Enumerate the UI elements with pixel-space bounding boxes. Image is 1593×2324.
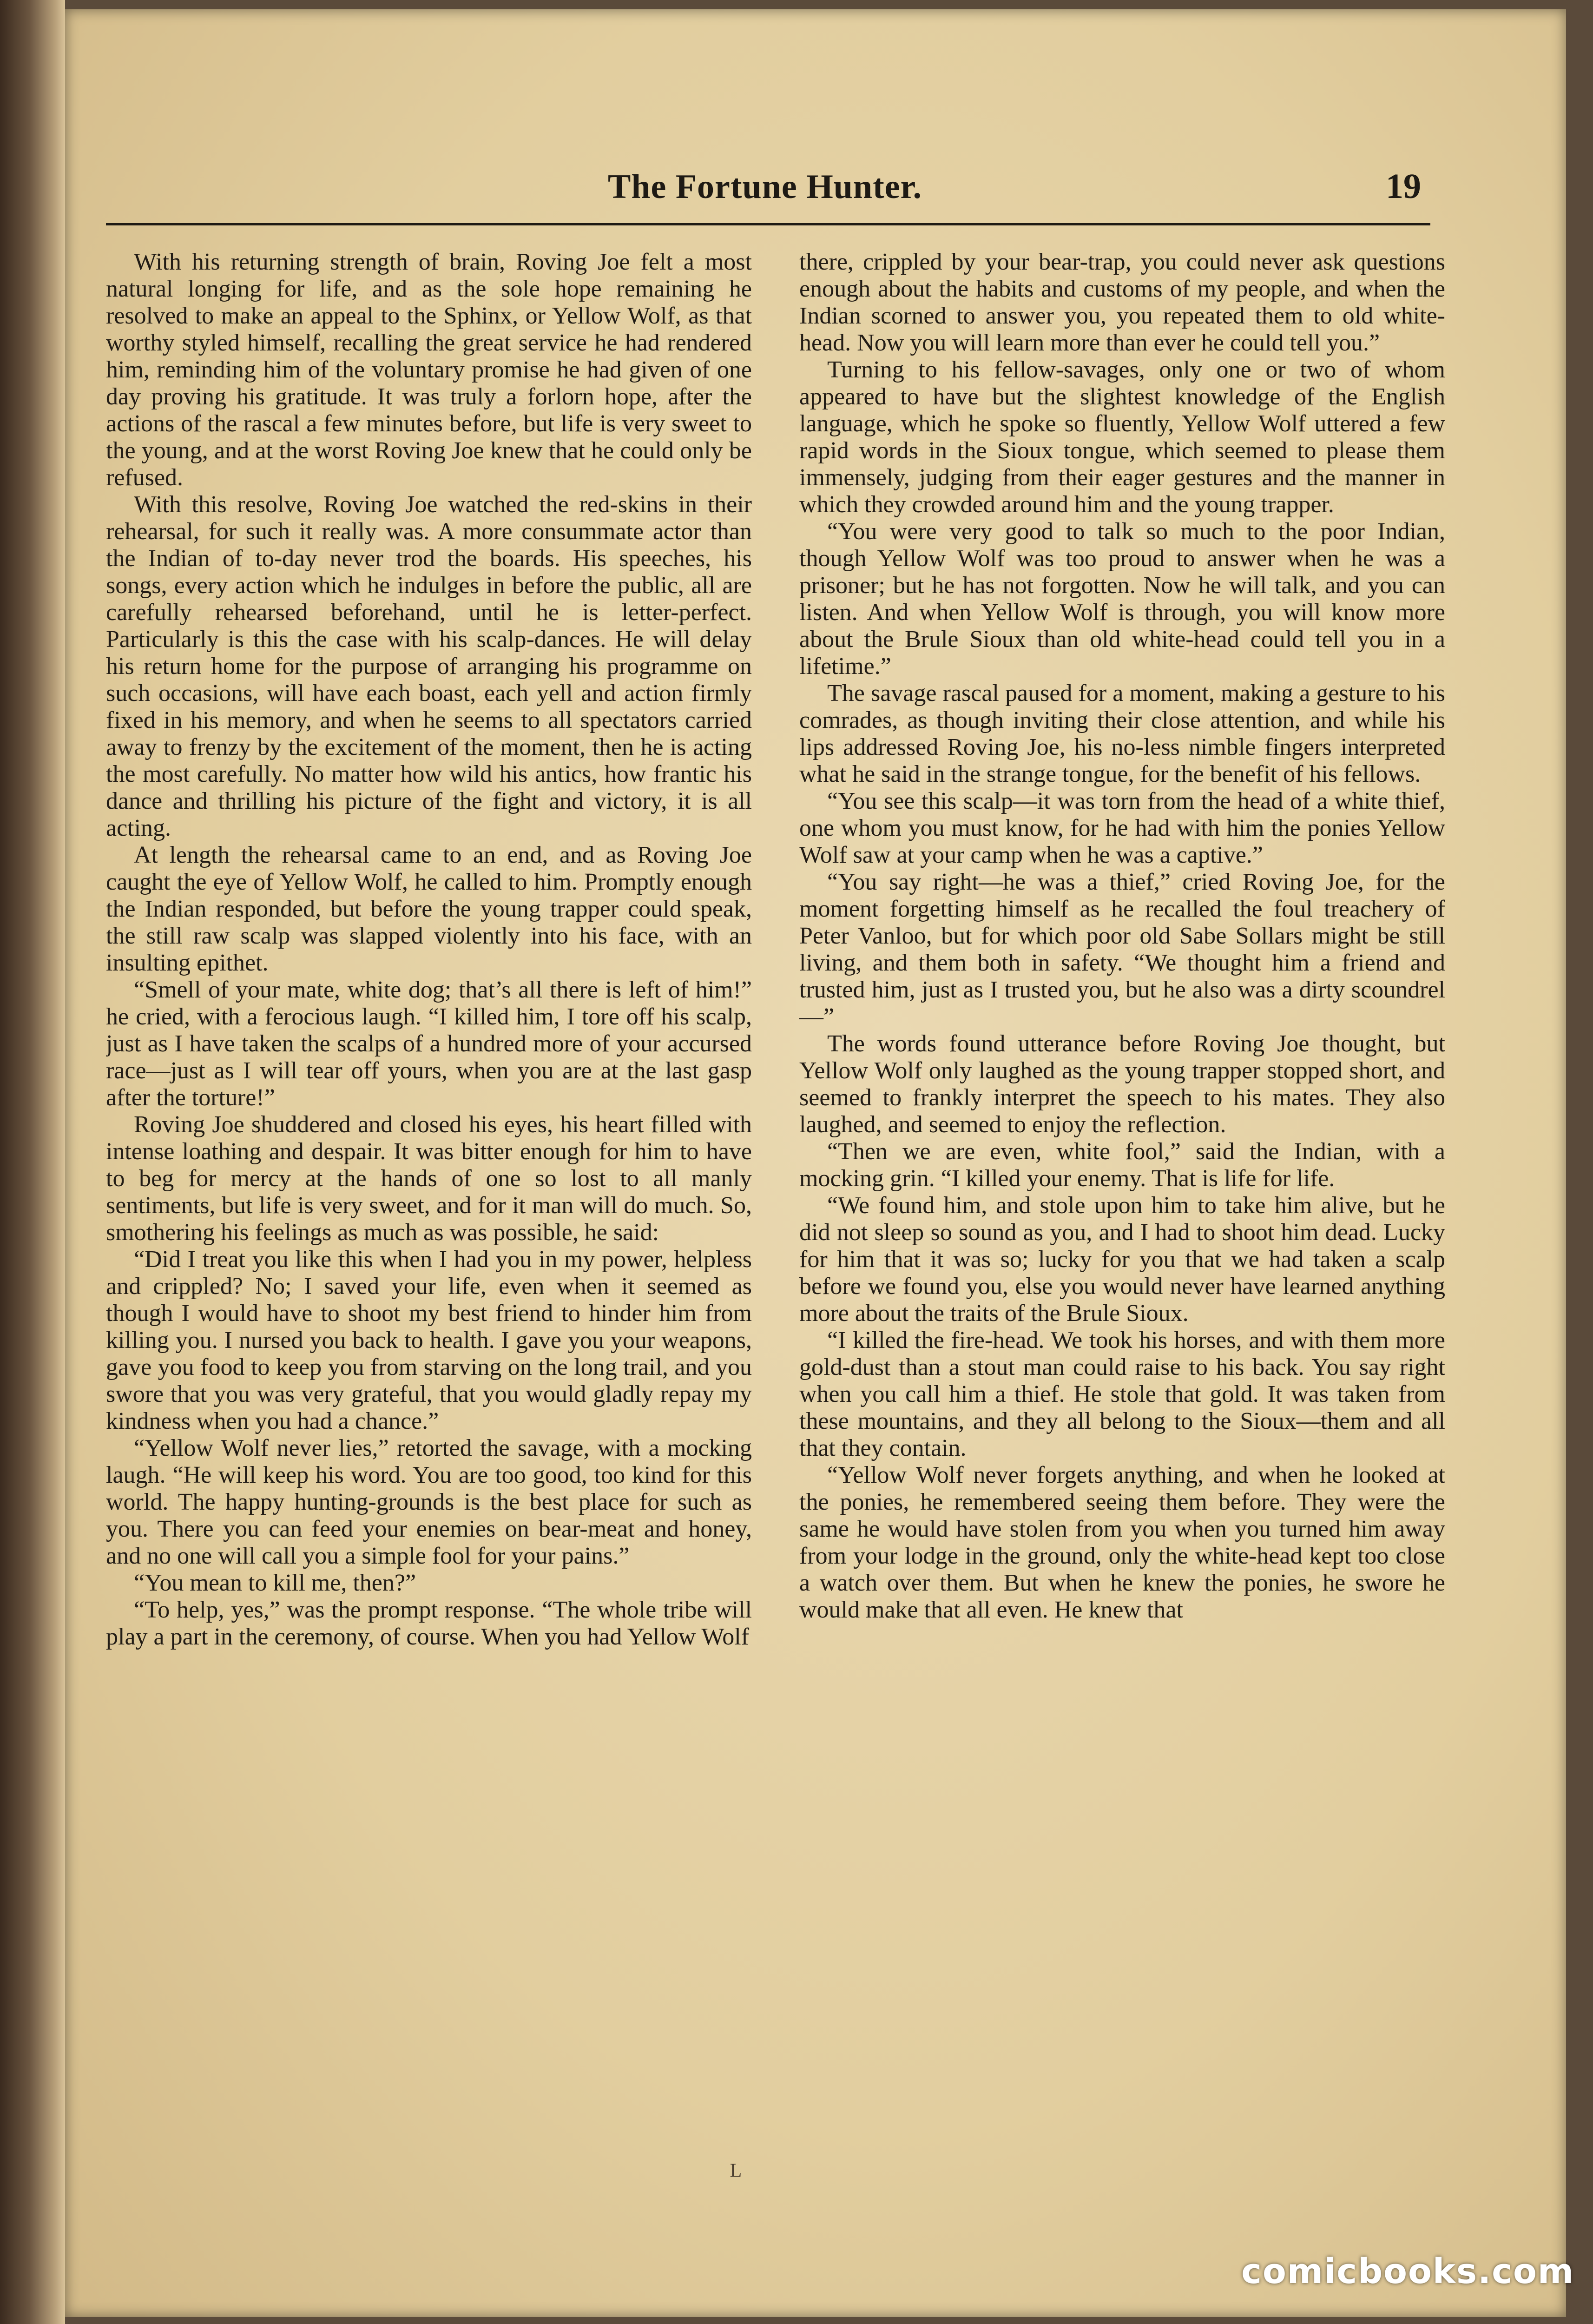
paragraph: “To help, yes,” was the prompt response. “The whole tribe will play a part in the ceremony, of course. When you had Yellow Wolf	[106, 1597, 752, 1650]
left-column	[106, 249, 752, 2131]
header-title: The Fortune Hunter.	[608, 168, 922, 206]
page-number: 19	[1386, 167, 1421, 206]
paragraph: “You see this scalp—it was torn from the head of a white thief, one whom you must know, for he had with him the ponies Yellow Wolf saw at your camp when he was a captive.”	[799, 788, 1445, 868]
paragraph: Roving Joe shuddered and closed his eyes, his heart filled with intense loathing and despair. It was bitter enough for him to have to beg for mercy at the hands of one so lost to all manly sentiments, but life is very sweet, and for it man will do much. So, smothering his feelings as much as was possible, he said:	[106, 1111, 752, 1246]
paragraph: At length the rehearsal came to an end, and as Roving Joe caught the eye of Yellow Wolf, he called to him. Promptly enough the Indian responded, but before the young trapper could speak, the still raw scalp was slapped violently into his face, with an insulting epithet.	[106, 842, 752, 976]
watermark: comicbooks.com	[1241, 2251, 1574, 2291]
paragraph: “I killed the fire-head. We took his horses, and with them more gold-dust than a stout man could raise to his back. You say right when you call him a thief. He stole that gold. It was taken from these mountains, and they all belong to the Sioux—them and all that they contain.	[799, 1327, 1445, 1461]
paragraph: there, crippled by your bear-trap, you could never ask questions enough about the habits and customs of my people, and when the Indian scorned to answer you, you repeated them to old white-head. Now you will learn more than ever he could tell you.”	[799, 249, 1445, 356]
paragraph: “Did I treat you like this when I had you in my power, helpless and crippled? No; I saved your life, even when it seemed as though I would have to shoot my best friend to hinder him from killing you. I nursed you back to health. I gave you your weapons, gave you food to keep you from starving on the long trail, and you swore that you was very grateful, that you would gladly repay my kindness when you had a chance.”	[106, 1246, 752, 1434]
paragraph: With this resolve, Roving Joe watched the red-skins in their rehearsal, for such it really was. A more consummate actor than the Indian of to-day never trod the boards. His speeches, his songs, every action which he indulges in before the public, all are carefully rehearsed beforehand, until he is letter-perfect. Particularly is this the case with his scalp-dances. He will delay his return home for the purpose of arranging his programme on such occasions, will have each boast, each yell and action firmly fixed in his memory, and when he seems to all spectators carried away to frenzy by the excitement of the moment, then he is acting the most carefully. No matter how wild his antics, how frantic his dance and thrilling his picture of the fight and victory, it is all acting.	[106, 491, 752, 841]
paragraph: “Yellow Wolf never forgets anything, and when he looked at the ponies, he remembered seeing them before. They were the same he would have stolen from you when you turned him away from your lodge in the ground, only the white-head kept too close a watch over them. But when he knew the ponies, he swore he would make that all even. He knew that	[799, 1462, 1445, 1623]
running-header	[106, 163, 1430, 225]
paragraph: The savage rascal paused for a moment, making a gesture to his comrades, as though inviting their close attention, and while his lips addressed Roving Joe, his no-less nimble fingers interpreted what he said in the strange tongue, for the benefit of his fellows.	[799, 680, 1445, 787]
paragraph: “Then we are even, white fool,” said the Indian, with a mocking grin. “I killed your enemy. That is life for life.	[799, 1138, 1445, 1192]
paragraph: “You were very good to talk so much to the poor Indian, though Yellow Wolf was too proud to answer when he was a prisoner; but he has not forgotten. Now he will talk, and you can listen. And when Yellow Wolf is through, you will know more about the Brule Sioux than old white-head could tell you in a lifetime.”	[799, 518, 1445, 680]
paragraph: “Yellow Wolf never lies,” retorted the savage, with a mocking laugh. “He will keep his word. You are too good, too kind for this world. The happy hunting-grounds is the best place for such as you. There you can feed your enemies on bear-meat and honey, and no one will call you a simple fool for your pains.”	[106, 1435, 752, 1569]
paragraph: Turning to his fellow-savages, only one or two of whom appeared to have but the slightest knowledge of the English language, which he spoke so fluently, Yellow Wolf uttered a few rapid words in the Sioux tongue, which seemed to please them immensely, judging from their eager gestures and the manner in which they crowded around him and the young trapper.	[799, 357, 1445, 518]
paragraph: With his returning strength of brain, Roving Joe felt a most natural longing for life, and as the sole hope remaining he resolved to make an appeal to the Sphinx, or Yellow Wolf, as that worthy styled himself, recalling the great service he had rendered him, reminding him of the voluntary promise he had given of one day proving his gratitude. It was truly a forlorn hope, after the actions of the rascal a few minutes before, but life is very sweet to the young, and at the worst Roving Joe knew that he could only be refused.	[106, 249, 752, 491]
paragraph: “We found him, and stole upon him to take him alive, but he did not sleep so sound as you, and I had to shoot him dead. Lucky for him that it was so; lucky for you that we had taken a scalp before we found you, else you would never have learned anything more about the traits of the Brule Sioux.	[799, 1192, 1445, 1327]
right-column	[799, 249, 1445, 2131]
paragraph: The words found utterance before Roving Joe thought, but Yellow Wolf only laughed as the young trapper stopped short, and seemed to frankly interpret the speech to his mates. They also laughed, and seemed to enjoy the reflection.	[799, 1030, 1445, 1138]
paragraph: “You say right—he was a thief,” cried Roving Joe, for the moment forgetting himself as he recalled the foul treachery of Peter Vanloo, but for which poor old Sabe Sollars might be still living, and them both in safety. “We thought him a friend and trusted him, just as I trusted you, but he also was a dirty scoundrel—”	[799, 869, 1445, 1030]
book-spine	[0, 0, 65, 2324]
paragraph: “You mean to kill me, then?”	[134, 1570, 416, 1596]
paragraph: “Smell of your mate, white dog; that’s all there is left of him!” he cried, with a ferocious laugh. “I killed him, I tore off his scalp, just as I have taken the scalps of a hundred more of your accursed race—just as I will tear off yours, when you are at the last gasp after the torture!”	[106, 977, 752, 1111]
signature-mark: ᴸ	[730, 2157, 742, 2193]
